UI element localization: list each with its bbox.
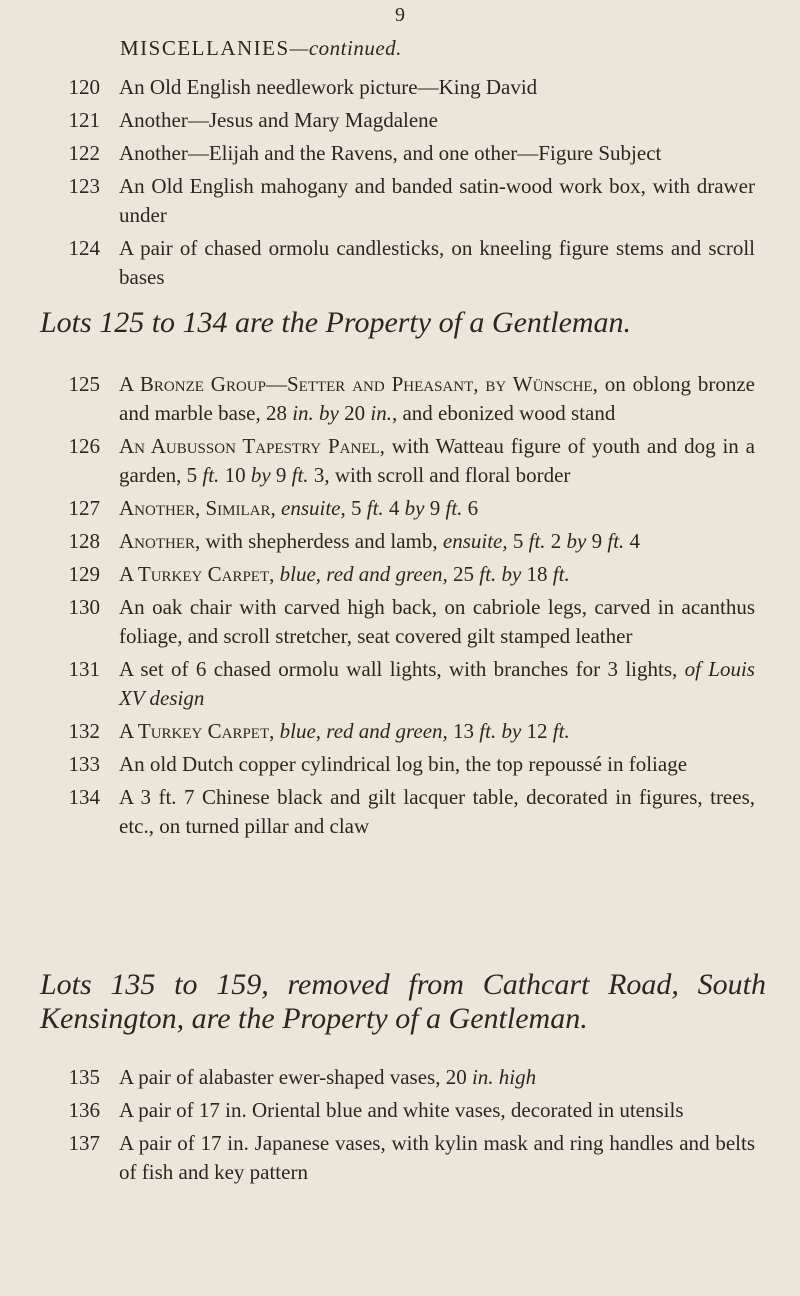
- lot-description: An Aubusson Tapestry Panel, with Watteau figure of youth and dog in a garden, 5 ft. 10 by 9 ft. 3, with scroll and floral border: [119, 434, 755, 487]
- property-heading-gentleman: Lots 125 to 134 are the Property of a Gentleman.: [40, 306, 632, 339]
- lot-133: [0, 750, 800, 779]
- lot-description: An old Dutch copper cylindrical log bin, the top repoussé in foliage: [119, 752, 688, 776]
- lot-description: Another, Similar, ensuite, 5 ft. 4 by 9 ft. 6: [119, 496, 479, 520]
- lot-132: [0, 717, 800, 746]
- lot-number: 129: [68, 562, 100, 586]
- property-heading-cathcart-road: Lots 135 to 159, removed from Cathcart Road, South Kensington, are the Property of a Gentleman.: [40, 968, 766, 1035]
- lot-description: Another—Elijah and the Ravens, and one other—Figure Subject: [119, 141, 662, 165]
- lot-number: 133: [68, 752, 100, 776]
- section-heading: [120, 36, 402, 61]
- lot-123: [0, 172, 800, 230]
- lot-description: An oak chair with carved high back, on cabriole legs, carved in acanthus foliage, and scroll stretcher, seat covered gilt stamped leather: [119, 595, 755, 648]
- lot-description: A pair of alabaster ewer-shaped vases, 20 in. high: [119, 1065, 537, 1089]
- lot-description: A Turkey Carpet, blue, red and green, 25 ft. by 18 ft.: [119, 562, 570, 586]
- lot-135: [0, 1063, 800, 1092]
- lot-description: Another—Jesus and Mary Magdalene: [119, 108, 438, 132]
- lot-number: 135: [68, 1065, 100, 1089]
- lot-125: [0, 370, 800, 428]
- lot-list-gentleman: [0, 370, 800, 845]
- lot-description: A pair of 17 in. Japanese vases, with kylin mask and ring handles and belts of fish and key pattern: [119, 1131, 755, 1184]
- section-heading-main: MISCELLANIES: [120, 36, 290, 60]
- lot-description: Another, with shepherdess and lamb, ensuite, 5 ft. 2 by 9 ft. 4: [119, 529, 641, 553]
- lot-description: An Old English mahogany and banded satin-wood work box, with drawer under: [119, 174, 755, 227]
- lot-131: [0, 655, 800, 713]
- lot-description: A set of 6 chased ormolu wall lights, with branches for 3 lights, of Louis XV design: [119, 657, 755, 710]
- lot-number: 124: [68, 236, 100, 260]
- lot-number: 123: [68, 174, 100, 198]
- section-heading-continued: —continued.: [289, 36, 402, 60]
- lot-description: A 3 ft. 7 Chinese black and gilt lacquer table, decorated in figures, trees, etc., on turned pillar and claw: [119, 785, 755, 838]
- lot-number: 125: [68, 372, 100, 396]
- lot-description: A Bronze Group—Setter and Pheasant, by Wünsche, on oblong bronze and marble base, 28 in. by 20 in., and ebonized wood stand: [119, 372, 755, 425]
- lot-126: [0, 432, 800, 490]
- lot-121: [0, 106, 800, 135]
- lot-127: [0, 494, 800, 523]
- lot-number: 136: [68, 1098, 100, 1122]
- page-number: 9: [395, 4, 405, 26]
- lot-120: [0, 73, 800, 102]
- lot-number: 137: [68, 1131, 100, 1155]
- lot-number: 131: [68, 657, 100, 681]
- lot-129: [0, 560, 800, 589]
- lot-list-cathcart-road: [0, 1063, 800, 1191]
- lot-136: [0, 1096, 800, 1125]
- lot-number: 128: [68, 529, 100, 553]
- lot-130: [0, 593, 800, 651]
- lot-number: 130: [68, 595, 100, 619]
- lot-number: 134: [68, 785, 100, 809]
- lot-number: 127: [68, 496, 100, 520]
- lot-number: 126: [68, 434, 100, 458]
- lot-number: 120: [68, 75, 100, 99]
- lot-number: 121: [68, 108, 100, 132]
- lot-137: [0, 1129, 800, 1187]
- lot-124: [0, 234, 800, 292]
- lot-number: 122: [68, 141, 100, 165]
- lot-description: A pair of chased ormolu candlesticks, on kneeling figure stems and scroll bases: [119, 236, 755, 289]
- lot-description: A Turkey Carpet, blue, red and green, 13 ft. by 12 ft.: [119, 719, 570, 743]
- lot-description: An Old English needlework picture—King David: [119, 75, 538, 99]
- lot-134: [0, 783, 800, 841]
- lot-122: [0, 139, 800, 168]
- lot-128: [0, 527, 800, 556]
- lot-description: A pair of 17 in. Oriental blue and white vases, decorated in utensils: [119, 1098, 684, 1122]
- lot-number: 132: [68, 719, 100, 743]
- lot-list-miscellanies: [0, 73, 800, 296]
